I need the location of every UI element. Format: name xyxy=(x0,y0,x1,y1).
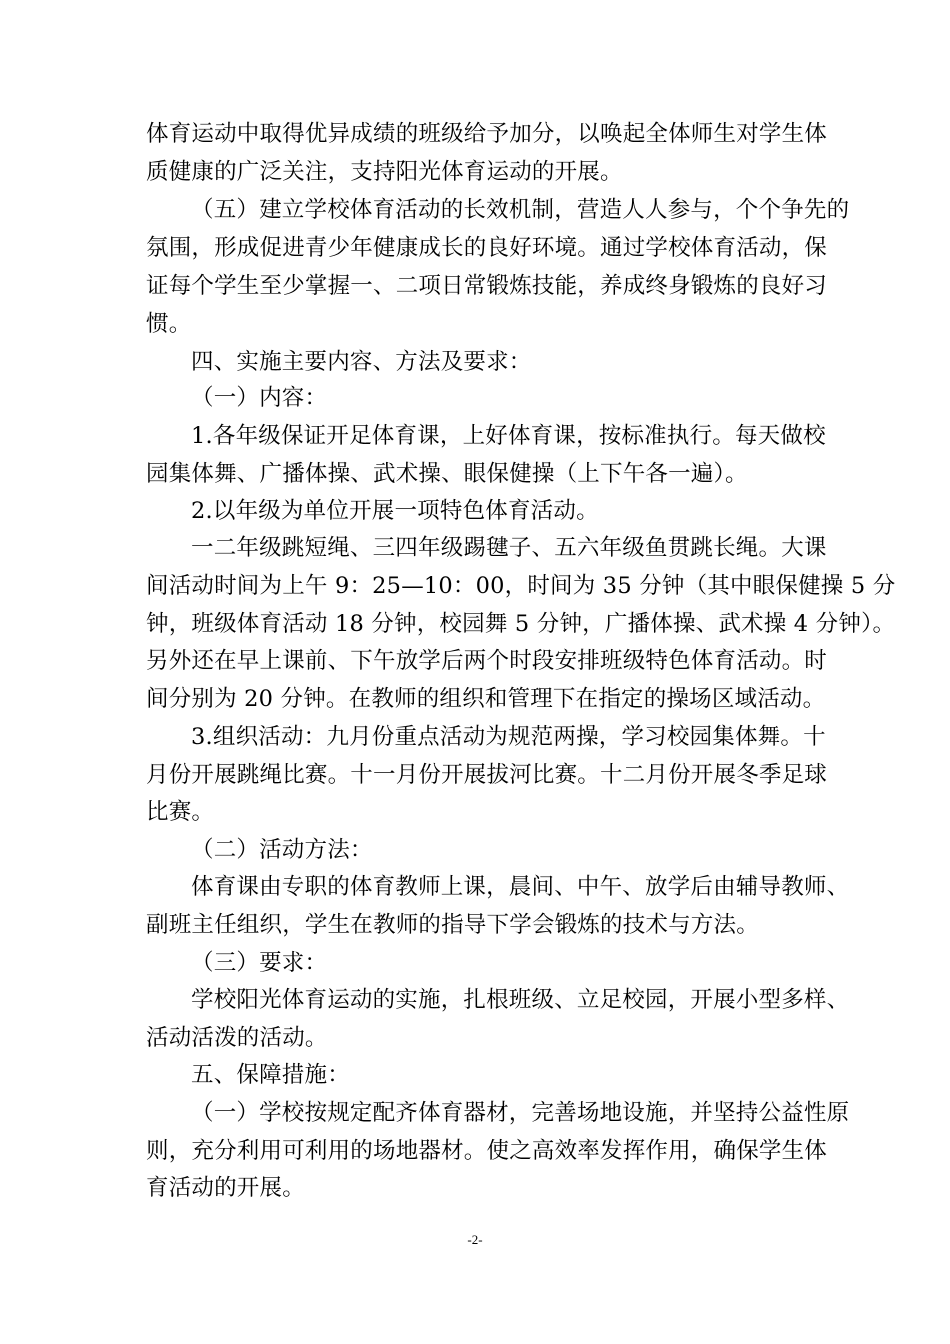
text-line: 间活动时间为上午 9：25—10：00，时间为 35 分钟（其中眼保健操 5 分 xyxy=(146,573,896,599)
text-line: 氛围，形成促进青少年健康成长的良好环境。通过学校体育活动，保 xyxy=(146,235,828,261)
section-heading: 五、保障措施： xyxy=(191,1062,350,1088)
page-number: -2- xyxy=(467,1232,483,1247)
text-line: 则，充分利用可利用的场地器材。使之高效率发挥作用，确保学生体 xyxy=(146,1138,828,1164)
text-line: 副班主任组织，学生在教师的指导下学会锻炼的技术与方法。 xyxy=(146,912,759,938)
text-line: （一）学校按规定配齐体育器材，完善场地设施，并坚持公益性原 xyxy=(191,1100,850,1126)
text-line: 间分别为 20 分钟。在教师的组织和管理下在指定的操场区域活动。 xyxy=(146,686,826,712)
text-line: 2.以年级为单位开展一项特色体育活动。 xyxy=(191,498,599,524)
text-line: 学校阳光体育运动的实施，扎根班级、立足校园，开展小型多样、 xyxy=(191,987,850,1013)
text-line: 活动活泼的活动。 xyxy=(146,1025,328,1051)
section-heading: 四、实施主要内容、方法及要求： xyxy=(191,349,532,375)
text-line: 比赛。 xyxy=(146,799,215,825)
text-line: 另外还在早上课前、下午放学后两个时段安排班级特色体育活动。时 xyxy=(146,648,828,674)
text-line: 月份开展跳绳比赛。十一月份开展拔河比赛。十二月份开展冬季足球 xyxy=(146,762,828,788)
text-line: 钟，班级体育活动 18 分钟，校园舞 5 分钟，广播体操、武术操 4 分钟）。 xyxy=(146,611,896,637)
text-line: （五）建立学校体育活动的长效机制，营造人人参与，个个争先的 xyxy=(191,197,850,223)
text-line: 育活动的开展。 xyxy=(146,1175,305,1201)
text-line: 惯。 xyxy=(146,311,192,337)
text-line: 1.各年级保证开足体育课，上好体育课，按标准执行。每天做校 xyxy=(191,423,826,449)
text-line: 证每个学生至少掌握一、二项日常锻炼技能，养成终身锻炼的良好习 xyxy=(146,273,828,299)
text-line: 园集体舞、广播体操、武术操、眼保健操（上下午各一遍）。 xyxy=(146,461,748,487)
text-line: 体育运动中取得优异成绩的班级给予加分，以唤起全体师生对学生体 xyxy=(146,121,828,147)
text-line: 3.组织活动：九月份重点活动为规范两操，学习校园集体舞。十 xyxy=(191,724,826,750)
text-line: 体育课由专职的体育教师上课，晨间、中午、放学后由辅导教师、 xyxy=(191,874,850,900)
text-line: 质健康的广泛关注，支持阳光体育运动的开展。 xyxy=(146,159,623,185)
subsection-heading: （一）内容： xyxy=(191,385,328,411)
subsection-heading: （二）活动方法： xyxy=(191,837,373,863)
text-line: 一二年级跳短绳、三四年级踢毽子、五六年级鱼贯跳长绳。大课 xyxy=(191,535,827,561)
subsection-heading: （三）要求： xyxy=(191,950,328,976)
